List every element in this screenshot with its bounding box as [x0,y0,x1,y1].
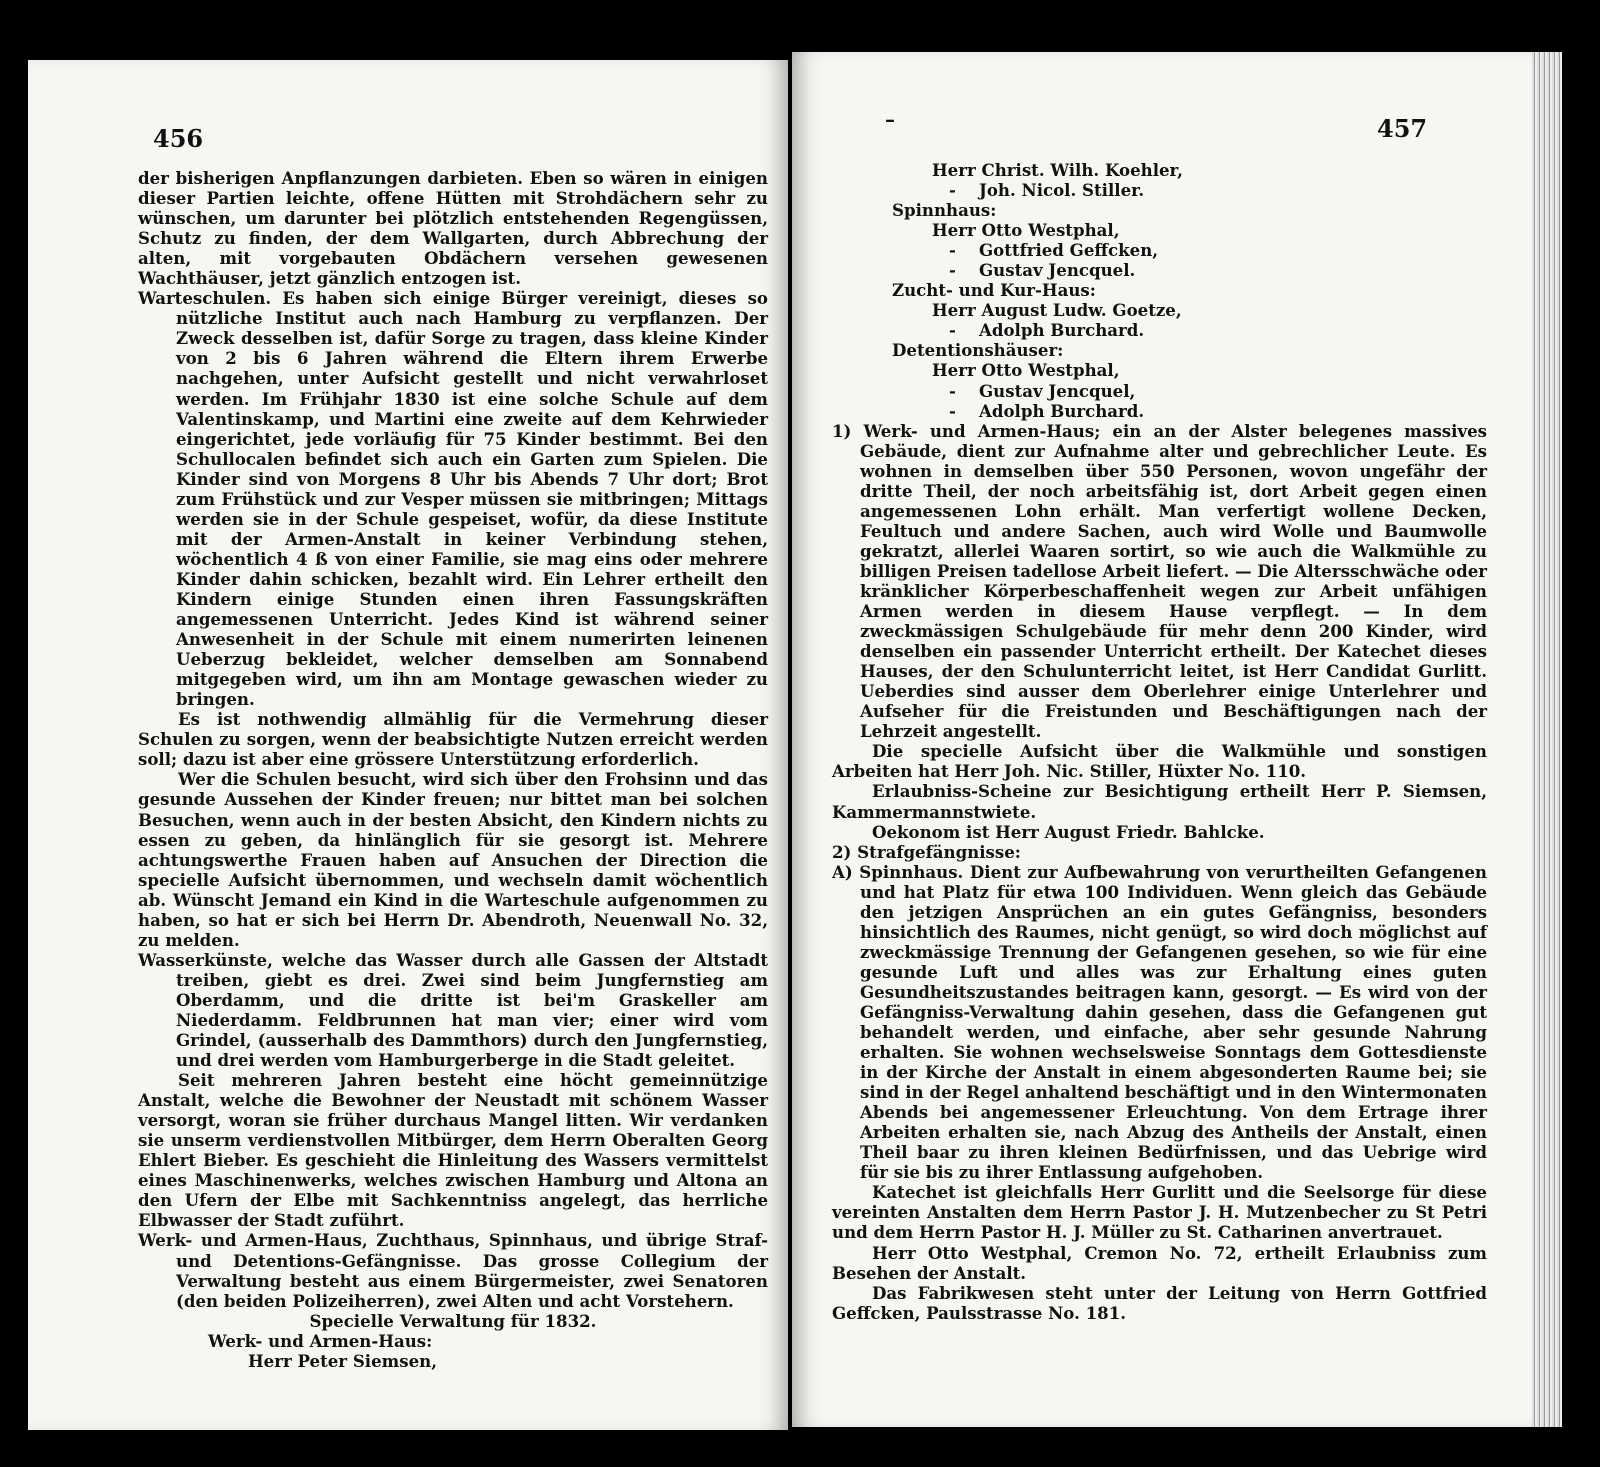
name-line: Herr Christ. Wilh. Koehler, [932,160,1183,180]
name-line: - Gustav Jencquel, [949,380,1136,401]
name-line: Herr Otto Westphal, [932,360,1120,381]
subheading: Specielle Verwaltung für 1832. [309,1310,597,1331]
name-line: - Adolph Burchard. [949,320,1145,341]
name-line: - Gottfried Geffcken, [949,240,1159,261]
book-spread [12,12,1588,1455]
paragraph: Das Fabrikwesen steht unter der Leitung von Herrn Gottfried Geffcken, Paulsstrasse No. 181. [832,1282,1487,1323]
paragraph-werk-und-armenhaus: Werk- und Armen-Haus, Zuchthaus, Spinnhaus, und übrige Straf- und Detentions-Gefängnisse. Das grosse Collegium der Verwaltung besteht aus einem Bürgermeister, zwei Senatoren (den beiden Polizeiherren), zwei Alten und acht Vorstehern. [138,1230,768,1311]
section-label: Zucht- und Kur-Haus: [892,280,1096,301]
name-line: Herr Peter Siemsen, [248,1350,437,1371]
paragraph: Es ist nothwendig allmählig für die Vermehrung dieser Schulen zu sorgen, wenn der beabsichtigte Nutzen erreicht werden soll; dazu ist aber eine grössere Unterstützung erforderlich. [138,709,768,770]
paragraph: Herr Otto Westphal, Cremon No. 72, ertheilt Erlaubniss zum Besehen der Anstalt. [832,1242,1487,1283]
name-line: Herr August Ludw. Goetze, [932,300,1182,321]
paragraph: Die specielle Aufsicht über die Walkmühle und sonstigen Arbeiten hat Herr Joh. Nic. Stiller, Hüxter No. 110. [832,741,1487,782]
name-line: - Adolph Burchard. [949,400,1145,421]
page-edges [1532,52,1562,1427]
paragraph: Katechet ist gleichfalls Herr Gurlitt und die Seelsorge für diese vereinten Anstalten dem Herrn Pastor J. H. Mutzenbecher zu St Petri und dem Herrn Pastor H. J. Müller zu St. Catharinen anvertrauet. [832,1182,1487,1243]
top-mark: – [885,107,895,131]
name-line: - Gustav Jencquel. [949,260,1136,281]
section-heading: 2) Strafgefängnisse: [832,841,1021,862]
paragraph: Wer die Schulen besucht, wird sich über den Frohsinn und das gesunde Aussehen der Kinder freuen; nur bittet man bei solchen Besuchen, wenn auch in der besten Absicht, den Kindern nichts zu essen zu geben, da hinlänglich für sie gesorgt ist. Mehrere achtungswerthe Frauen haben auf Ansuchen der Direction die specielle Aufsicht übernommen, und wechseln damit wöchentlich ab. Wünscht Jemand ein Kind in die Warteschule aufgenommen zu haben, so hat er sich bei Herrn Dr. Abendroth, Neuenwall No. 32, zu melden. [138,769,768,950]
section-label: Spinnhaus: [892,200,997,221]
paragraph-warteschulen: Warteschulen. Es haben sich einige Bürger vereinigt, dieses so nützliche Institut auch nach Hamburg zu verpflanzen. Der Zweck desselben ist, dafür Sorge zu tragen, dass kleine Kinder von 2 bis 6 Jahren während die Eltern ihrem Erwerbe nachgehen, unter Aufsicht gestellt und nicht verwahrloset werden. Im Frühjahr 1830 ist eine solche Schule auf dem Valentinskamp, und Martini eine zweite auf dem Kehrwieder eingerichtet, jede vorläufig für 75 Kinder bestimmt. Bei den Schullocalen befindet sich auch ein Garten zum Spielen. Die Kinder sind von Morgens 8 Uhr bis Abends 7 Uhr dort; Brot zum Frühstück und zur Vesper müssen sie mitbringen; Mittags werden sie in der Schule gespeiset, wofür, da diese Institute mit der Armen-Anstalt in keiner Verbindung stehen, wöchentlich 4 ß von einer Familie, sie mag eins oder mehrere Kinder dahin schicken, bezahlt wird. Ein Lehrer ertheilt den Kindern einige Stunden einen ihren Fassungskräften angemessenen Unterricht. Jedes Kind ist während seiner Anwesenheit in der Schule mit einem numerirten leinenen Ueberzug bekleidet, welcher demselben am Sonnabend mitgegeben wird, um ihn am Montage gewaschen wieder zu bringen. [138,288,768,710]
paragraph: Seit mehreren Jahren besteht eine höcht gemeinnützige Anstalt, welche die Bewohner der Neustadt mit schönem Wasser versorgt, woran sie früher durchaus Mangel litten. Wir verdanken sie unserm verdienstvollen Mitbürger, dem Herrn Oberalten Georg Ehlert Bieber. Es geschieht die Hinleitung des Wassers vermittelst eines Maschinenwerks, welches zwischen Hamburg und Altona an den Ufern der Elbe mit Sachkenntniss angelegt, das herrliche Elbwasser der Stadt zuführt. [138,1070,768,1231]
page-number: 457 [1377,114,1428,143]
text-column [138,168,768,1371]
section-label: Detentionshäuser: [892,340,1064,361]
right-page [792,52,1562,1427]
name-line: - Joh. Nicol. Stiller. [949,180,1145,201]
paragraph: der bisherigen Anpflanzungen darbieten. Eben so wären in einigen dieser Partien leichte, offene Hütten mit Strohdächern sehr zu wünschen, um darunter bei plötzlich entstehenden Regengüssen, Schutz zu finden, der dem Wallgarten, durch Abbrechung der alten, mit vorgebauten Obdächern versehen gewesenen Wachthäuser, jetzt gänzlich entzogen ist. [138,168,768,289]
page-number: 456 [153,124,204,153]
section-label: Werk- und Armen-Haus: [208,1330,433,1351]
paragraph: Oekonom ist Herr August Friedr. Bahlcke. [872,821,1265,842]
text-column [832,160,1487,1323]
left-page [28,60,788,1430]
paragraph: Erlaubniss-Scheine zur Besichtigung ertheilt Herr P. Siemsen, Kammermannstwiete. [832,781,1487,822]
paragraph-werk-und-armenhaus: 1) Werk- und Armen-Haus; ein an der Alster belegenes massives Gebäude, dient zur Aufnahme alter und gebrechlicher Leute. Es wohnen in demselben über 550 Personen, wovon ungefähr der dritte Theil, der noch arbeitsfähig ist, dort Arbeit gegen einen angemessenen Lohn erhält. Man verfertigt wollene Decken, Feultuch und andere Sachen, auch wird Wolle und Baumwolle gekratzt, allerlei Waaren sortirt, so wie auch die Walkmühle zu billigen Preisen tadellose Arbeit liefert. — Die Altersschwäche oder kränklicher Körperbeschaffenheit wegen zur Arbeit unfähigen Armen werden in diesem Hause verpflegt. — In dem zweckmässigen Schulgebäude für mehr denn 200 Kinder, wird denselben ein passender Unterricht ertheilt. Der Katechet dieses Hauses, der den Schulunterricht leitet, ist Herr Candidat Gurlitt. Ueberdies sind ausser dem Oberlehrer einige Unterlehrer und Aufseher für die Freistunden und Beschäftigungen nach der Lehrzeit angestellt. [832,420,1487,742]
paragraph-spinnhaus: A) Spinnhaus. Dient zur Aufbewahrung von verurtheilten Gefangenen und hat Platz für etwa 100 Individuen. Wenn gleich das Gebäude den jetzigen Ansprüchen an ein gutes Gefängniss, besonders hinsichtlich des Raumes, nicht genügt, so wird doch möglichst auf zweckmässige Trennung der Gefangenen gesehen, so wie für eine gesunde Luft und alles was zur Erhaltung eines guten Gesundheitszustandes beitragen kann, gesorgt. — Es wird von der Gefängniss-Verwaltung dahin gesehen, dass die Gefangenen gut behandelt werden, und einfache, aber sehr gesunde Nahrung erhalten. Sie wohnen wechselsweise Sonntags dem Gottesdienste in der Kirche der Anstalt in einem abgesonderten Raume bei; sie sind in der Regel anhaltend beschäftigt und in den Wintermonaten Abends bei angemessener Erleuchtung. Von dem Ertrage ihrer Arbeiten erhalten sie, nach Abzug des Antheils der Anstalt, einen Theil baar zu ihren kleinen Bedürfnissen, und das Uebrige wird für sie bis zu ihrer Entlassung aufgehoben. [832,861,1487,1183]
name-line: Herr Otto Westphal, [932,220,1120,241]
paragraph-wasserkuenste: Wasserkünste, welche das Wasser durch alle Gassen der Altstadt treiben, giebt es drei. Zwei sind beim Jungfernstieg am Oberdamm, und die dritte ist bei'm Graskeller am Niederdamm. Feldbrunnen hat man vier; einer wird vom Grindel, (ausserhalb des Dammthors) durch den Jungfernstieg, und drei werden vom Hamburgerberge in die Stadt geleitet. [138,949,768,1071]
